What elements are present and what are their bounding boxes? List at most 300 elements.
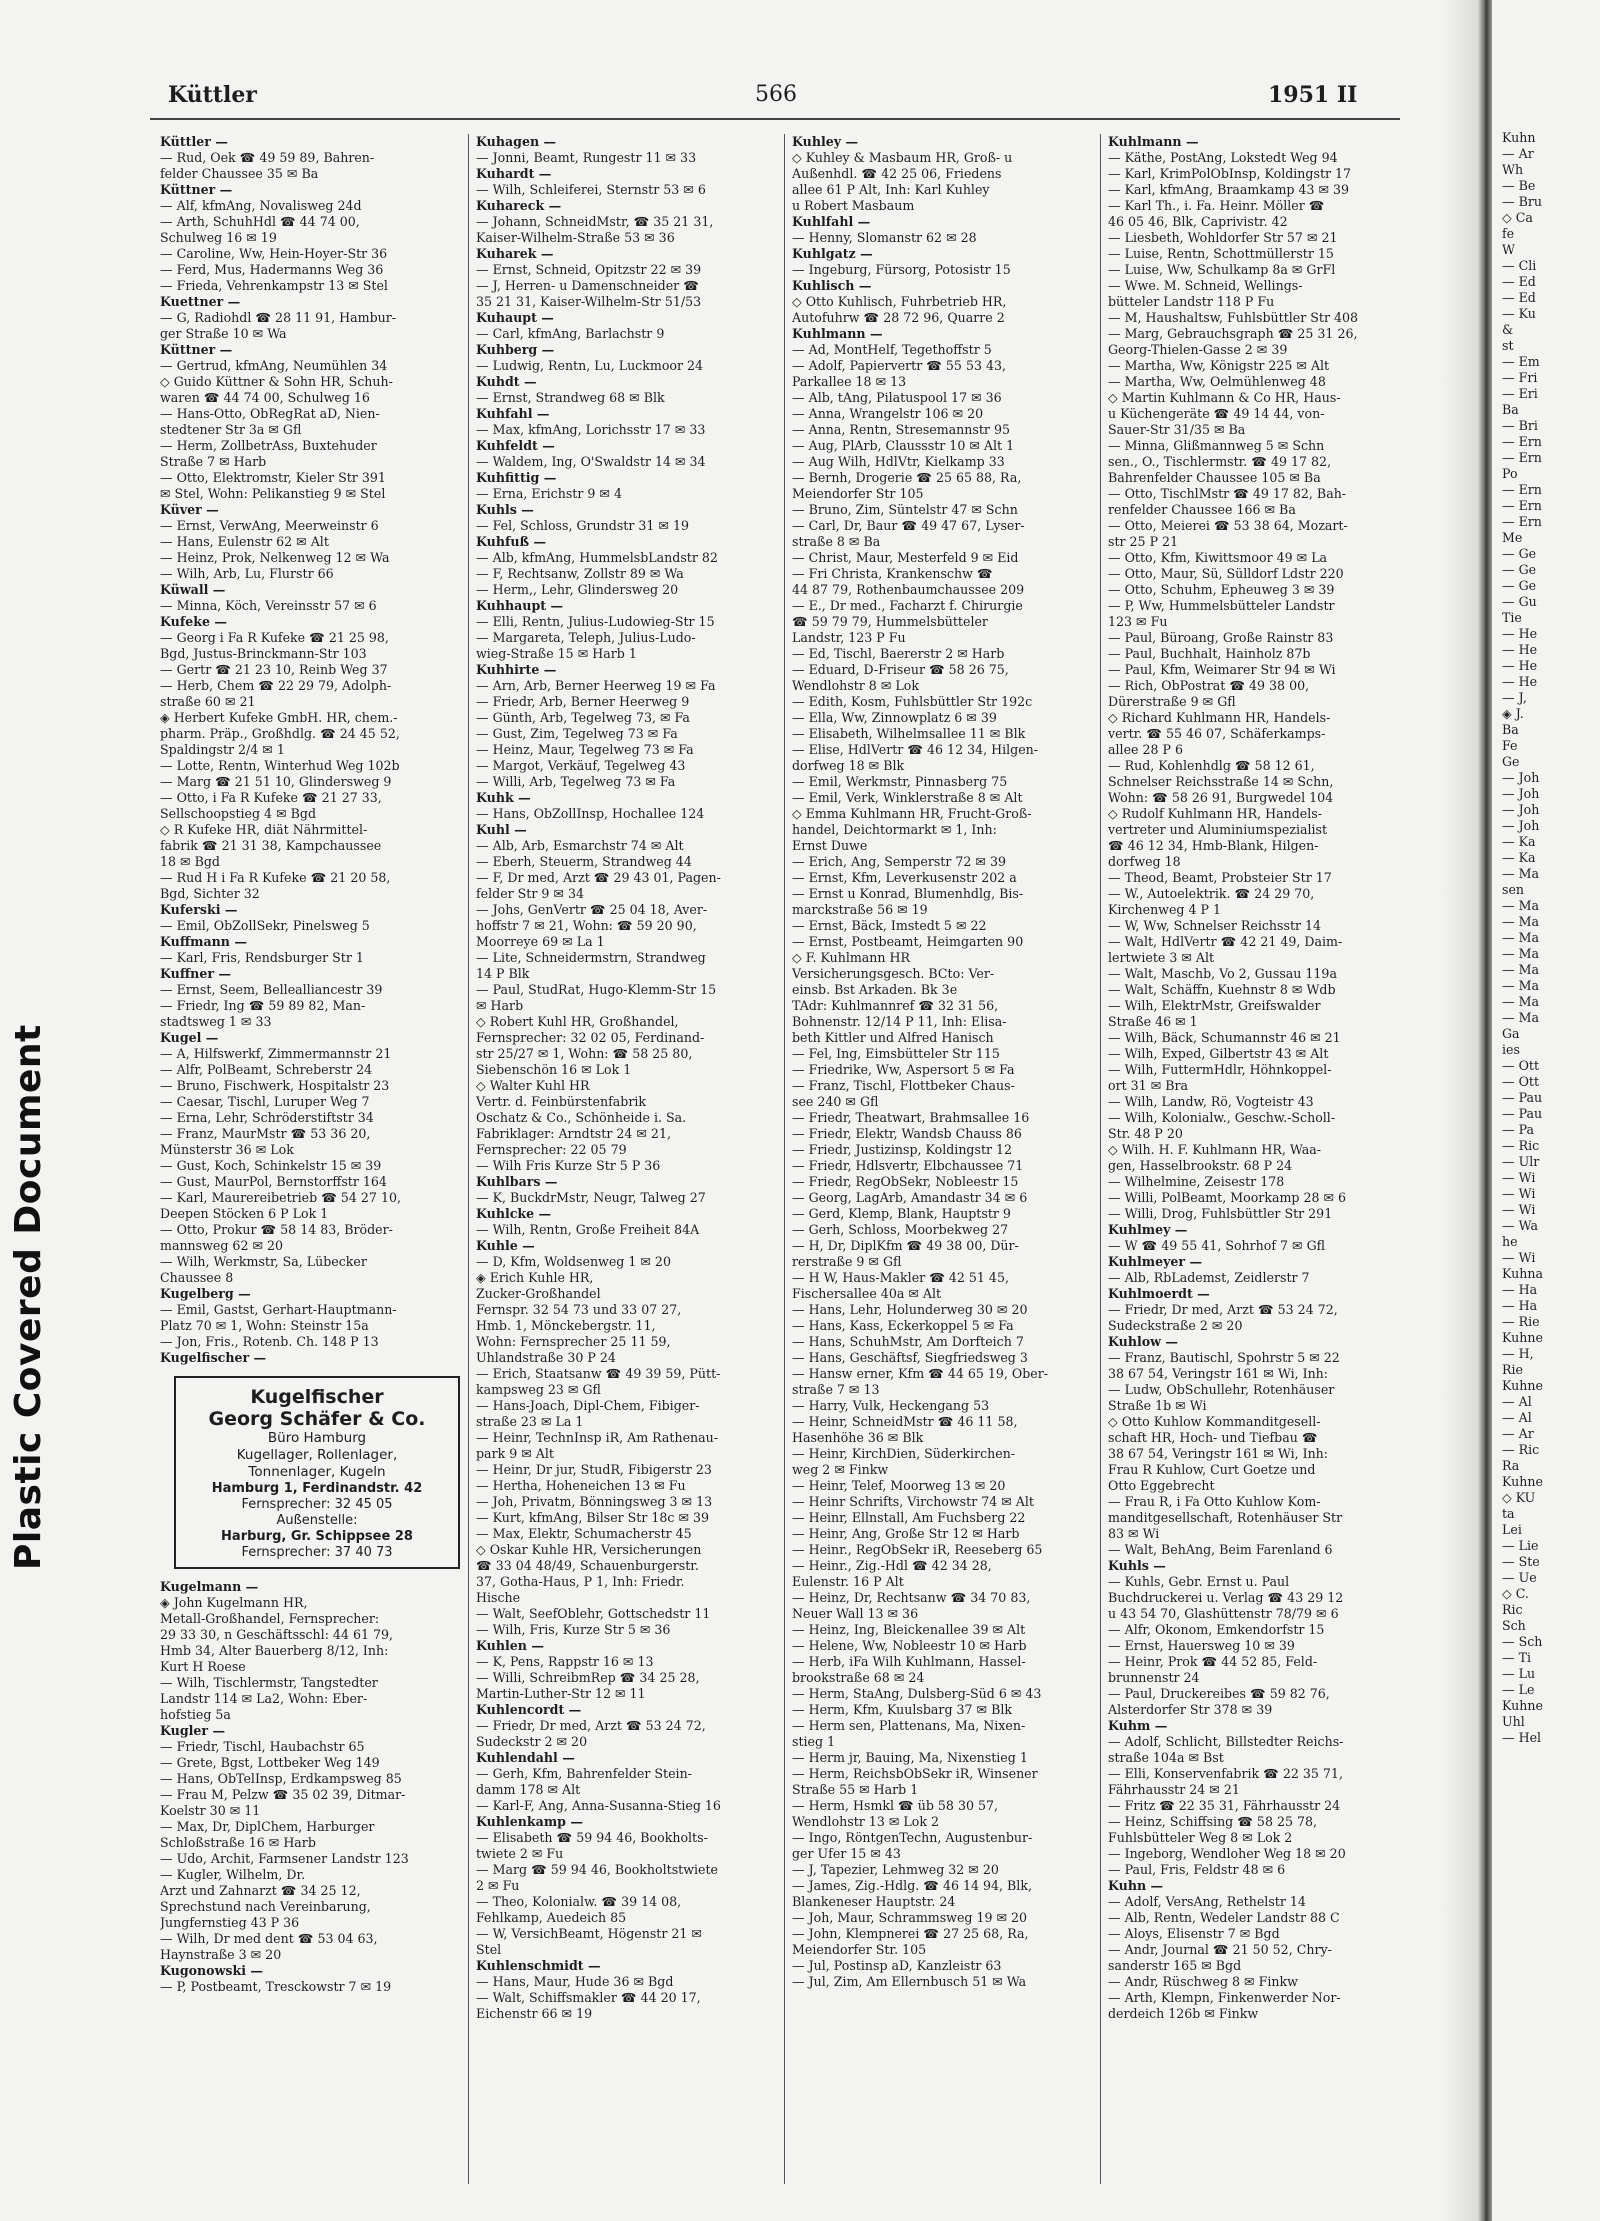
directory-entry: — Wilh, Exped, Gilbertstr 43 ✉ Alt (1108, 1046, 1329, 1061)
facing-page-entry: Lei (1502, 1522, 1522, 1537)
directory-entry: Vertr. d. Feinbürstenfabrik (476, 1094, 647, 1109)
directory-entry: — Otto, Maur, Sü, Sülldorf Ldstr 220 (1108, 566, 1344, 581)
directory-entry: Kugonowski — (160, 1963, 264, 1978)
facing-page-entry: — Joh (1502, 818, 1540, 833)
facing-page-entry: — Al (1502, 1394, 1532, 1409)
facing-page-entry: — Ric (1502, 1442, 1540, 1457)
directory-entry: Zucker-Großhandel (476, 1286, 601, 1301)
directory-entry: — Otto, i Fa R Kufeke ☎ 21 27 33, (160, 790, 382, 805)
directory-entry: straße 8 ✉ Ba (792, 534, 881, 549)
ad-line: Georg Schäfer & Co. (208, 1408, 426, 1430)
directory-entry: Neuer Wall 13 ✉ 36 (792, 1606, 919, 1621)
directory-entry: — Frieda, Vehrenkampstr 13 ✉ Stel (160, 278, 388, 293)
directory-entry: Straße 7 ✉ Harb (160, 454, 267, 469)
directory-entry: — Arn, Arb, Berner Heerweg 19 ✉ Fa (476, 678, 716, 693)
directory-entry: — Fel, Schloss, Grundstr 31 ✉ 19 (476, 518, 689, 533)
directory-entry: Kirchenweg 4 P 1 (1108, 902, 1221, 917)
directory-entry: — P, Ww, Hummelsbütteler Landstr (1108, 598, 1335, 613)
directory-entry: ◇ Oskar Kuhle HR, Versicherungen (476, 1542, 702, 1557)
directory-entry: TAdr: Kuhlmannref ☎ 32 31 56, (792, 998, 999, 1013)
directory-entry: Kugler — (160, 1723, 226, 1738)
directory-entry: Uhlandstraße 30 P 24 (476, 1350, 616, 1365)
facing-page-entry: ta (1502, 1506, 1515, 1521)
directory-entry: — Paul, Büroang, Große Rainstr 83 (1108, 630, 1334, 645)
directory-entry: — Heinr, Dr jur, StudR, Fibigerstr 23 (476, 1462, 712, 1477)
facing-page-entry: W (1502, 242, 1515, 257)
directory-entry: — Minna, Glißmannweg 5 ✉ Schn (1108, 438, 1325, 453)
facing-page-entry: ◇ C. (1502, 1586, 1529, 1601)
facing-page-entry: — Ern (1502, 434, 1542, 449)
facing-page-entry: sen (1502, 882, 1525, 897)
directory-entry: Kuettner — (160, 294, 241, 309)
directory-entry: sen., O., Tischlermstr. ☎ 49 17 82, (1108, 454, 1332, 469)
directory-entry: Kuhlenkamp — (476, 1814, 583, 1829)
directory-entry: — Ludw, ObSchullehr, Rotenhäuser (1108, 1382, 1335, 1397)
directory-entry: — Willi, Drog, Fuhlsbüttler Str 291 (1108, 1206, 1333, 1221)
facing-page-entry: Tie (1502, 610, 1522, 625)
directory-entry: — Theod, Beamt, Probsteier Str 17 (1108, 870, 1332, 885)
directory-entry: Kuhlendahl — (476, 1750, 575, 1765)
directory-entry: — Wilh Fris Kurze Str 5 P 36 (476, 1158, 661, 1173)
directory-entry: mannsweg 62 ✉ 20 (160, 1238, 284, 1253)
directory-entry: — Wilh, FuttermHdlr, Höhnkoppel- (1108, 1062, 1332, 1077)
directory-entry: — Andr, Journal ☎ 21 50 52, Chry- (1108, 1942, 1332, 1957)
directory-entry: Kuhfuß — (476, 534, 547, 549)
facing-page-entry: — Sch (1502, 1634, 1543, 1649)
directory-entry: — J, Tapezier, Lehmweg 32 ✉ 20 (792, 1862, 999, 1877)
directory-entry: — Emil, ObZollSekr, Pinelsweg 5 (160, 918, 370, 933)
directory-entry: Schnelser Reichsstraße 14 ✉ Schn, (1108, 774, 1334, 789)
ad-line: Tonnenlager, Kugeln (248, 1464, 386, 1480)
directory-entry: — Andr, Rüschweg 8 ✉ Finkw (1108, 1974, 1298, 1989)
directory-entry: — Wilh, Fris, Kurze Str 5 ✉ 36 (476, 1622, 671, 1637)
header-catchword: Küttler (168, 82, 257, 108)
directory-entry: — Franz, Bautischl, Spohrstr 5 ✉ 22 (1108, 1350, 1340, 1365)
directory-entry: ☎ 59 79 79, Hummelsbütteler (792, 614, 988, 629)
facing-page-entry: Fe (1502, 738, 1518, 753)
directory-entry: — Wilh, Schleiferei, Sternstr 53 ✉ 6 (476, 182, 706, 197)
directory-entry: kampsweg 23 ✉ Gfl (476, 1382, 601, 1397)
directory-entry: — Walt, Schiffsmakler ☎ 44 20 17, (476, 1990, 701, 2005)
directory-entry: — Gerh, Schloss, Moorbekweg 27 (792, 1222, 1009, 1237)
directory-entry: — Udo, Archit, Farmsener Landstr 123 (160, 1851, 409, 1866)
directory-entry: straße 104a ✉ Bst (1108, 1750, 1224, 1765)
directory-entry: Fährhausstr 24 ✉ 21 (1108, 1782, 1240, 1797)
directory-entry: renfelder Chaussee 166 ✉ Ba (1108, 502, 1296, 517)
directory-entry: — W., Autoelektrik. ☎ 24 29 70, (1108, 886, 1315, 901)
ad-line: Außenstelle: (276, 1513, 358, 1528)
directory-entry: ☎ 33 04 48/49, Schauenburgerstr. (476, 1558, 699, 1573)
ad-line: Hamburg 1, Ferdinandstr. 42 (211, 1481, 423, 1496)
directory-entry: — Joh, Privatm, Bönningsweg 3 ✉ 13 (476, 1494, 713, 1509)
directory-entry: — Günth, Arb, Tegelweg 73, ✉ Fa (476, 710, 690, 725)
directory-entry: — Ed, Tischl, Baererstr 2 ✉ Harb (792, 646, 1005, 661)
directory-entry: — G, Radiohdl ☎ 28 11 91, Hambur- (160, 310, 397, 325)
directory-entry: Sellschoopstieg 4 ✉ Bgd (160, 806, 317, 821)
directory-entry: Kuhfittig — (476, 470, 557, 485)
directory-entry: — Luise, Ww, Schulkamp 8a ✉ GrFl (1108, 262, 1336, 277)
directory-entry: Autofuhrw ☎ 28 72 96, Quarre 2 (792, 310, 1005, 325)
directory-entry: — Friedr, Arb, Berner Heerweg 9 (476, 694, 690, 709)
directory-entry: ◈ Herbert Kufeke GmbH. HR, chem.- (160, 710, 398, 725)
directory-entry: — Heinz, Ing, Bleickenallee 39 ✉ Alt (792, 1622, 1026, 1637)
directory-entry: Kuhl — (476, 822, 527, 837)
directory-entry: waren ☎ 44 74 00, Schulweg 16 (160, 390, 370, 405)
directory-entry: — Adolf, Papiervertr ☎ 55 53 43, (792, 358, 1007, 373)
directory-entry: bütteler Landstr 118 P Fu (1108, 294, 1275, 309)
directory-entry: Kuhaupt — (476, 310, 554, 325)
directory-entry: Kuhlenschmidt — (476, 1958, 601, 1973)
directory-entry: — Jul, Zim, Am Ellernbusch 51 ✉ Wa (792, 1974, 1027, 1989)
directory-entry: — Carl, kfmAng, Barlachstr 9 (476, 326, 665, 341)
directory-entry: — F, Dr med, Arzt ☎ 29 43 01, Pagen- (476, 870, 721, 885)
directory-entry: Kuhlencordt — (476, 1702, 582, 1717)
facing-page-entry: — Ma (1502, 978, 1540, 993)
directory-entry: Münsterstr 36 ✉ Lok (160, 1142, 294, 1157)
directory-entry: — Bruno, Fischwerk, Hospitalstr 23 (160, 1078, 390, 1093)
facing-page-entry: — Ge (1502, 578, 1537, 593)
directory-entry: Kuhlmeyer — (1108, 1254, 1203, 1269)
directory-entry: wieg-Straße 15 ✉ Harb 1 (476, 646, 637, 661)
directory-entry: ◇ Emma Kuhlmann HR, Frucht-Groß- (792, 806, 1032, 821)
facing-page-entry: — Pa (1502, 1122, 1535, 1137)
directory-entry: — W, Ww, Schnelser Reichsstr 14 (1108, 918, 1322, 933)
directory-entry: stedtener Str 3a ✉ Gfl (160, 422, 302, 437)
directory-entry: — Adolf, Schlicht, Billstedter Reichs- (1108, 1734, 1344, 1749)
directory-entry: — Lotte, Rentn, Winterhud Weg 102b (160, 758, 400, 773)
directory-entry: Fehlkamp, Auedeich 85 (476, 1910, 627, 1925)
column-1-entries-bottom (160, 1579, 468, 1995)
directory-entry: Kuffmann — (160, 934, 247, 949)
directory-entry: — Georg i Fa R Kufeke ☎ 21 25 98, (160, 630, 389, 645)
directory-entry: Siebenschön 16 ✉ Lok 1 (476, 1062, 632, 1077)
directory-entry: ◇ F. Kuhlmann HR (792, 950, 910, 965)
directory-entry: — Kuhls, Gebr. Ernst u. Paul (1108, 1574, 1290, 1589)
directory-entry: Kurt H Roese (160, 1659, 246, 1674)
directory-entry: ◈ John Kugelmann HR, (160, 1595, 308, 1610)
facing-page-entry: — Ulr (1502, 1154, 1540, 1169)
directory-entry: Kaiser-Wilhelm-Straße 53 ✉ 36 (476, 230, 675, 245)
directory-entry: 37, Gotha-Haus, P 1, Inh: Friedr. (476, 1574, 685, 1589)
directory-entry: — Heinr., RegObSekr iR, Reeseberg 65 (792, 1542, 1043, 1557)
directory-entry: Sprechstund nach Vereinbarung, (160, 1899, 371, 1914)
ad-line: Büro Hamburg (267, 1430, 367, 1446)
directory-entry: Kuhlisch — (792, 278, 872, 293)
directory-entry: Hische (476, 1590, 521, 1605)
directory-entry: — Martha, Ww, Oelmühlenweg 48 (1108, 374, 1326, 389)
directory-entry: ✉ Stel, Wohn: Pelikanstieg 9 ✉ Stel (160, 486, 386, 501)
facing-page-entry: — Ge (1502, 562, 1537, 577)
facing-page-entry: — Ka (1502, 850, 1536, 865)
directory-entry: ◇ Richard Kuhlmann HR, Handels- (1108, 710, 1331, 725)
directory-entry: — Erna, Lehr, Schröderstiftstr 34 (160, 1110, 374, 1125)
directory-entry: — Heinr., Zig.-Hdl ☎ 42 34 28, (792, 1558, 992, 1573)
directory-entry: — Alb, tAng, Pilatuspool 17 ✉ 36 (792, 390, 1002, 405)
facing-page-entry: Rie (1502, 1362, 1523, 1377)
directory-entry: — Gertr ☎ 21 23 10, Reinb Weg 37 (160, 662, 388, 677)
directory-entry: Kuhdt — (476, 374, 537, 389)
directory-entry: Koelstr 30 ✉ 11 (160, 1803, 261, 1818)
directory-entry: — Gerd, Klemp, Blank, Hauptstr 9 (792, 1206, 1011, 1221)
directory-entry: — Margot, Verkäuf, Tegelweg 43 (476, 758, 686, 773)
directory-entry: — Franz, MaurMstr ☎ 53 36 20, (160, 1126, 371, 1141)
directory-entry: Sudeckstr 2 ✉ 20 (476, 1734, 588, 1749)
directory-entry: — Adolf, VersAng, Rethelstr 14 (1108, 1894, 1306, 1909)
directory-entry: — Georg, LagArb, Amandastr 34 ✉ 6 (792, 1190, 1028, 1205)
directory-entry: — Bruno, Zim, Süntelstr 47 ✉ Schn (792, 502, 1018, 517)
column-1-entries-top (160, 134, 468, 1366)
directory-entry: — Friedr, Ing ☎ 59 89 82, Man- (160, 998, 366, 1013)
facing-page-entry: Kuhne (1502, 1474, 1543, 1489)
facing-page-entry: — Ka (1502, 834, 1536, 849)
directory-entry: — Alfr, Okonom, Emkendorfstr 15 (1108, 1622, 1325, 1637)
directory-entry: Hasenhöhe 36 ✉ Blk (792, 1430, 924, 1445)
directory-entry: Str. 48 P 20 (1108, 1126, 1183, 1141)
directory-entry: — Ella, Ww, Zinnowplatz 6 ✉ 39 (792, 710, 997, 725)
facing-page-entry: — Ste (1502, 1554, 1540, 1569)
directory-entry: straße 7 ✉ 13 (792, 1382, 880, 1397)
directory-entry: Straße 55 ✉ Harb 1 (792, 1782, 919, 1797)
directory-entry: Bahrenfelder Chaussee 105 ✉ Ba (1108, 470, 1321, 485)
directory-entry: — Fri Christa, Krankenschw ☎ (792, 566, 993, 581)
facing-page-entry: — Rie (1502, 1314, 1540, 1329)
directory-entry: — Gust, Koch, Schinkelstr 15 ✉ 39 (160, 1158, 382, 1173)
facing-page-entry: — Pau (1502, 1106, 1543, 1121)
directory-entry: — Elisabeth ☎ 59 94 46, Bookholts- (476, 1830, 708, 1845)
directory-entry: — Fritz ☎ 22 35 31, Fährhausstr 24 (1108, 1798, 1341, 1813)
column-rule (468, 134, 469, 2184)
directory-entry: — Wwe. M. Schneid, Wellings- (1108, 278, 1303, 293)
facing-page-entry: Kuhne (1502, 1330, 1543, 1345)
directory-entry: — John, Klempnerei ☎ 27 25 68, Ra, (792, 1926, 1029, 1941)
directory-entry: ◇ Otto Kuhlow Kommanditgesell- (1108, 1414, 1321, 1429)
directory-entry: Wohn: ☎ 58 26 91, Burgwedel 104 (1108, 790, 1334, 805)
directory-entry: Fabriklager: Arndtstr 24 ✉ 21, (476, 1126, 671, 1141)
directory-entry: — Heinr, TechnInsp iR, Am Rathenau- (476, 1430, 719, 1445)
directory-entry: straße 23 ✉ La 1 (476, 1414, 584, 1429)
facing-page-entry: — Wa (1502, 1218, 1538, 1233)
directory-entry: brunnenstr 24 (1108, 1670, 1200, 1685)
directory-entry: — Johs, GenVertr ☎ 25 04 18, Aver- (476, 902, 708, 917)
directory-entry: — K, Pens, Rappstr 16 ✉ 13 (476, 1654, 654, 1669)
facing-page-entry: — Cli (1502, 258, 1537, 273)
directory-entry: — Wilh, Bäck, Schumannstr 46 ✉ 21 (1108, 1030, 1341, 1045)
directory-entry: Kufeke — (160, 614, 227, 629)
directory-entry: — Caroline, Ww, Hein-Hoyer-Str 36 (160, 246, 388, 261)
directory-entry: Kuhlmann — (792, 326, 883, 341)
directory-entry: — Erich, Staatsanw ☎ 49 39 59, Pütt- (476, 1366, 721, 1381)
directory-entry: — Ingeburg, Fürsorg, Potosistr 15 (792, 262, 1011, 277)
directory-entry: — Gertrud, kfmAng, Neumühlen 34 (160, 358, 388, 373)
directory-entry: — Minna, Köch, Vereinsstr 57 ✉ 6 (160, 598, 377, 613)
directory-entry: Fuhlsbütteler Weg 8 ✉ Lok 2 (1108, 1830, 1293, 1845)
directory-entry: — Harry, Vulk, Heckengang 53 (792, 1398, 990, 1413)
directory-entry: Buchdruckerei u. Verlag ☎ 43 29 12 (1108, 1590, 1344, 1605)
directory-entry: — Marg, Gebrauchsgraph ☎ 25 31 26, (1108, 326, 1358, 341)
directory-entry: u Robert Masbaum (792, 198, 915, 213)
directory-entry: — Ernst, Schneid, Opitzstr 22 ✉ 39 (476, 262, 702, 277)
directory-entry: — Walt, BehAng, Beim Farenland 6 (1108, 1542, 1333, 1557)
directory-entry: — Friedr, Justizinsp, Koldingstr 12 (792, 1142, 1013, 1157)
directory-entry: — Friedr, Theatwart, Brahmsallee 16 (792, 1110, 1030, 1125)
directory-entry: — Ernst, Hauersweg 10 ✉ 39 (1108, 1638, 1295, 1653)
directory-entry: — Wilh, Rentn, Große Freiheit 84A (476, 1222, 700, 1237)
directory-entry: — Friedr, Dr med, Arzt ☎ 53 24 72, (1108, 1302, 1338, 1317)
directory-entry: lertwiete 3 ✉ Alt (1108, 950, 1215, 965)
directory-entry: — Heinr, Ellnstall, Am Fuchsberg 22 (792, 1510, 1026, 1525)
facing-page-entry: — Bri (1502, 418, 1538, 433)
facing-page-entry: he (1502, 1234, 1518, 1249)
facing-page-entry: Po (1502, 466, 1518, 481)
directory-entry: — Herm, Kfm, Kuulsbarg 37 ✉ Blk (792, 1702, 1013, 1717)
directory-entry: — D, Kfm, Woldsenweg 1 ✉ 20 (476, 1254, 671, 1269)
directory-entry: — Herm,, Lehr, Glindersweg 20 (476, 582, 679, 597)
facing-page-entry: — Ma (1502, 898, 1540, 913)
directory-entry: dorfweg 18 (1108, 854, 1181, 869)
directory-entry: Hmb 34, Alter Bauerberg 8/12, Inh: (160, 1643, 389, 1658)
directory-entry: — Heinr, Ang, Große Str 12 ✉ Harb (792, 1526, 1020, 1541)
directory-entry: — Ad, MontHelf, Tegethoffstr 5 (792, 342, 992, 357)
directory-entry: Sudeckstraße 2 ✉ 20 (1108, 1318, 1243, 1333)
directory-entry: Kuhberg — (476, 342, 555, 357)
directory-entry: — Käthe, PostAng, Lokstedt Weg 94 (1108, 150, 1338, 165)
directory-entry: — Karl, Fris, Rendsburger Str 1 (160, 950, 364, 965)
directory-entry: allee 61 P Alt, Inh: Karl Kuhley (792, 182, 990, 197)
directory-entry: — Wilh, Arb, Lu, Flurstr 66 (160, 566, 334, 581)
directory-entry: Küttner — (160, 342, 233, 357)
directory-entry: Metall-Großhandel, Fernsprecher: (160, 1611, 380, 1626)
directory-entry: — Willi, SchreibmRep ☎ 34 25 28, (476, 1670, 700, 1685)
directory-entry: dorfweg 18 ✉ Blk (792, 758, 905, 773)
directory-entry: — Herm, StaAng, Dulsberg-Süd 6 ✉ 43 (792, 1686, 1042, 1701)
directory-entry: Kuhlcke — (476, 1206, 552, 1221)
directory-entry: — Ludwig, Rentn, Lu, Luckmoor 24 (476, 358, 704, 373)
ad-line: Harburg, Gr. Schippsee 28 (221, 1529, 413, 1544)
directory-entry: ✉ Harb (476, 998, 524, 1013)
directory-entry: Kuhfahl — (476, 406, 550, 421)
facing-page-entry: Kuhna (1502, 1266, 1543, 1281)
directory-entry: — Hans-Otto, ObRegRat aD, Nien- (160, 406, 380, 421)
facing-page-entry: Ge (1502, 754, 1520, 769)
directory-entry: — W, VersichBeamt, Högenstr 21 ✉ (476, 1926, 702, 1941)
directory-entry: Kuharek — (476, 246, 554, 261)
facing-page-entry: — J, (1502, 690, 1527, 705)
facing-page-entry: — Ue (1502, 1570, 1537, 1585)
directory-entry: — Walt, Maschb, Vo 2, Gussau 119a (1108, 966, 1337, 981)
directory-entry: Alsterdorfer Str 378 ✉ 39 (1108, 1702, 1273, 1717)
directory-entry: — Friedr, Hdlsvertr, Elbchaussee 71 (792, 1158, 1024, 1173)
directory-entry: — Hans, Eulenstr 62 ✉ Alt (160, 534, 329, 549)
plastic-covered-label (8, 1530, 49, 1570)
directory-entry: Küttner — (160, 182, 233, 197)
facing-page-entry: — Hel (1502, 1730, 1542, 1745)
directory-entry: — J, Herren- u Damenschneider ☎ (476, 278, 699, 293)
directory-entry: — Lite, Schneidermstrn, Strandweg (476, 950, 706, 965)
facing-page-entry: — Ric (1502, 1138, 1540, 1153)
facing-page-entry: — Em (1502, 354, 1540, 369)
facing-page-entry: — Ar (1502, 146, 1534, 161)
directory-entry: Kuhhirte — (476, 662, 557, 677)
facing-page-entry: — Ma (1502, 914, 1540, 929)
directory-entry: — Erna, Erichstr 9 ✉ 4 (476, 486, 622, 501)
directory-entry: 14 P Blk (476, 966, 530, 981)
directory-entry: — Heinz, Schiffsing ☎ 58 25 78, (1108, 1814, 1318, 1829)
directory-entry: Moorreye 69 ✉ La 1 (476, 934, 605, 949)
directory-entry: Straße 1b ✉ Wi (1108, 1398, 1207, 1413)
directory-entry: — Walt, HdlVertr ☎ 42 21 49, Daim- (1108, 934, 1343, 949)
directory-entry: — A, Hilfswerkf, Zimmermannstr 21 (160, 1046, 392, 1061)
directory-entry: — Willi, Arb, Tegelweg 73 ✉ Fa (476, 774, 676, 789)
directory-entry: — Ernst, Kfm, Leverkusenstr 202 a (792, 870, 1017, 885)
facing-page-entry: — Pau (1502, 1090, 1543, 1105)
ad-line: Kugelfischer (250, 1386, 384, 1408)
directory-entry: — Emil, Werkmstr, Pinnasberg 75 (792, 774, 1008, 789)
directory-entry: ◇ Kuhley & Masbaum HR, Groß- u (792, 150, 1013, 165)
directory-entry: Kuhlmann — (1108, 134, 1199, 149)
directory-entry: Fernspr. 32 54 73 und 33 07 27, (476, 1302, 682, 1317)
directory-entry: — Ingo, RöntgenTechn, Augustenbur- (792, 1830, 1033, 1845)
directory-entry: ◇ Walter Kuhl HR (476, 1078, 590, 1093)
directory-entry: — Karl, Maurereibetrieb ☎ 54 27 10, (160, 1190, 401, 1205)
directory-entry: Platz 70 ✉ 1, Wohn: Steinstr 15a (160, 1318, 369, 1333)
directory-entry: einsb. Bst Arkaden. Bk 3e (792, 982, 958, 997)
directory-entry: — Jon, Fris., Rotenb. Ch. 148 P 13 (160, 1334, 379, 1349)
directory-entry: twiete 2 ✉ Fu (476, 1846, 564, 1861)
directory-entry: — Erich, Ang, Semperstr 72 ✉ 39 (792, 854, 1006, 869)
directory-entry: derdeich 126b ✉ Finkw (1108, 2006, 1259, 2021)
column-2 (476, 134, 784, 2184)
column-1 (160, 134, 468, 2184)
facing-page-entry: — Ern (1502, 482, 1542, 497)
directory-entry: — Emil, Verk, Winklerstraße 8 ✉ Alt (792, 790, 1023, 805)
facing-page-entry: — He (1502, 642, 1538, 657)
facing-page-entry: — Joh (1502, 770, 1540, 785)
directory-entry: Meiendorfer Str. 105 (792, 1942, 927, 1957)
ad-line: Fernsprecher: 32 45 05 (241, 1497, 393, 1512)
directory-entry: Bohnenstr. 12/14 P 11, Inh: Elisa- (792, 1014, 1007, 1029)
directory-entry: felder Str 9 ✉ 34 (476, 886, 584, 901)
facing-page-entry: — Le (1502, 1682, 1535, 1697)
directory-entry: ger Straße 10 ✉ Wa (160, 326, 287, 341)
directory-entry: — Rud, Oek ☎ 49 59 89, Bahren- (160, 150, 375, 165)
directory-entry: — Christ, Maur, Mesterfeld 9 ✉ Eid (792, 550, 1019, 565)
directory-entry: Kuhlmoerdt — (1108, 1286, 1210, 1301)
directory-entry: 18 ✉ Bgd (160, 854, 220, 869)
directory-entry: Versicherungsgesch. BCto: Ver- (792, 966, 995, 981)
facing-page-entry: ◈ J. (1502, 706, 1524, 721)
directory-entry: marckstraße 56 ✉ 19 (792, 902, 928, 917)
facing-page-entry: Kuhne (1502, 1378, 1543, 1393)
directory-entry: — Emil, Gastst, Gerhart-Hauptmann- (160, 1302, 397, 1317)
directory-entry: — Herm, ZollbetrAss, Buxtehuder (160, 438, 377, 453)
directory-entry: — Otto, Prokur ☎ 58 14 83, Bröder- (160, 1222, 393, 1237)
directory-entry: Bgd, Justus-Brinckmann-Str 103 (160, 646, 367, 661)
directory-entry: Kugelberg — (160, 1286, 251, 1301)
directory-entry: Kuhfeldt — (476, 438, 555, 453)
directory-entry: Deepen Stöcken 6 P Lok 1 (160, 1206, 329, 1221)
directory-entry: — Walt, SeefOblehr, Gottschedstr 11 (476, 1606, 711, 1621)
directory-entry: sanderstr 165 ✉ Bgd (1108, 1958, 1242, 1973)
directory-entry: — Heinz, Maur, Tegelweg 73 ✉ Fa (476, 742, 694, 757)
directory-entry: 83 ✉ Wi (1108, 1526, 1160, 1541)
directory-entry: Ernst Duwe (792, 838, 868, 853)
directory-entry: — Wilh, Kolonialw., Geschw.-Scholl- (1108, 1110, 1336, 1125)
directory-entry: — Max, kfmAng, Lorichsstr 17 ✉ 33 (476, 422, 706, 437)
binding-shadow (1440, 0, 1480, 2221)
facing-page-entry: — Joh (1502, 802, 1540, 817)
directory-entry: Frau R Kuhlow, Curt Goetze und (1108, 1462, 1316, 1477)
directory-entry: Kuhm — (1108, 1718, 1168, 1733)
